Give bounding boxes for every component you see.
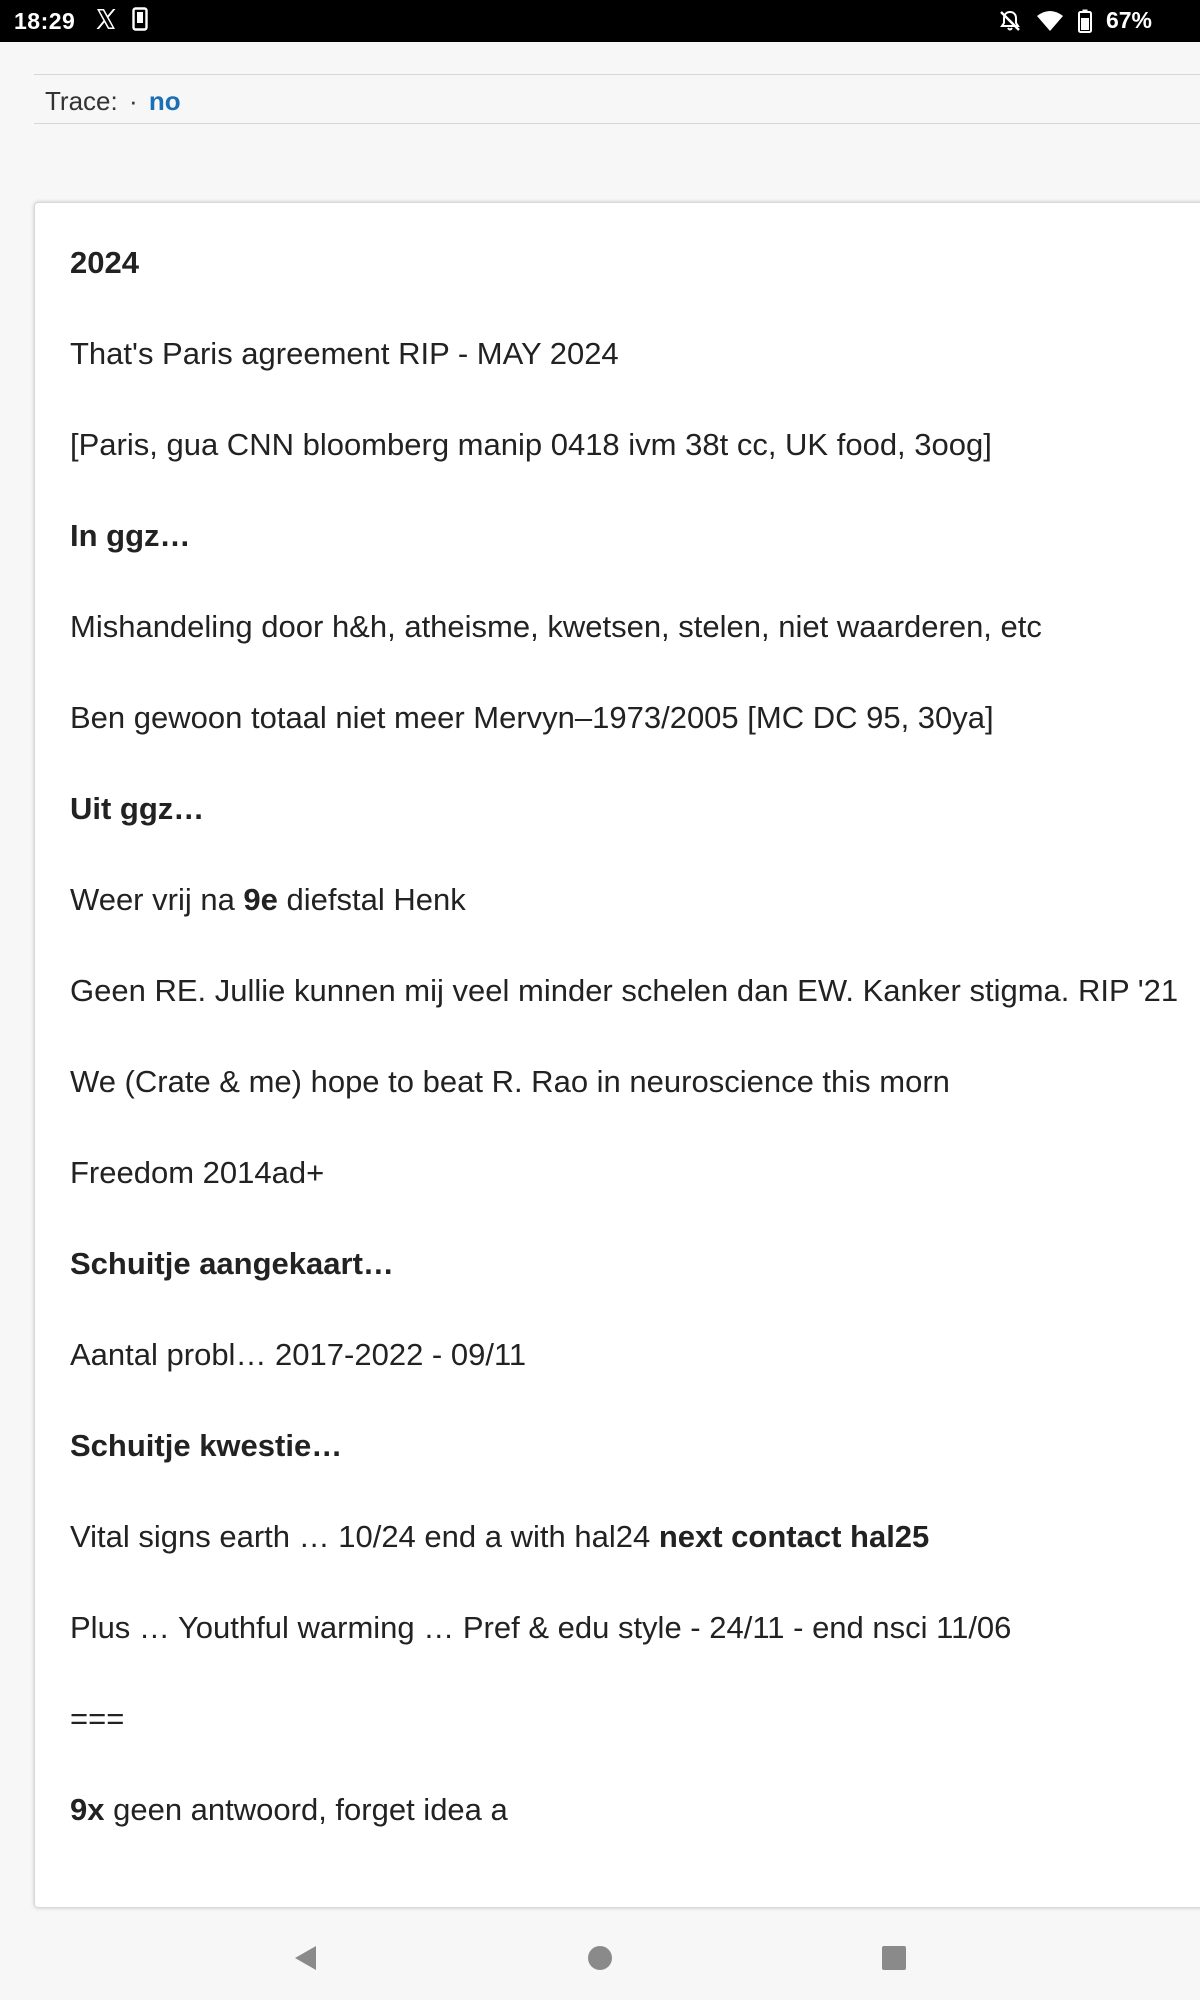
trace-link[interactable]: no [148,86,181,116]
battery-percent: 67% [1105,7,1152,33]
wifi-icon [1036,9,1064,33]
bold-fragment: 9e [243,882,278,917]
bold-fragment: next contact hal25 [658,1519,930,1554]
separator-line: === [70,1701,125,1736]
phone-icon [132,7,148,31]
text-line: That's Paris agreement RIP - MAY 2024 [70,336,619,371]
mute-icon [998,9,1022,33]
battery-icon [1078,9,1092,33]
status-time: 18:29 [14,8,76,34]
text-line: Freedom 2014ad+ [70,1155,325,1190]
post-content-card [34,202,1200,1908]
home-icon [584,1942,616,1974]
text-line: We (Crate & me) hope to beat R. Rao in neuroscience this morn [70,1064,950,1099]
text-line: Plus … Youthful warming … Pref & edu style - 24/11 - end nsci 11/06 [70,1610,1012,1645]
text-line [70,1790,508,1830]
text-line: [Paris, gua CNN bloomberg manip 0418 ivm 38t cc, UK food, 3oog] [70,427,992,462]
section-heading: Schuitje aangekaart… [70,1246,394,1281]
text-line: Geen RE. Jullie kunnen mij veel minder schelen dan EW. Kanker stigma. RIP '21 [70,973,1179,1008]
text-fragment: geen antwoord, forget idea a [104,1792,508,1827]
x-app-icon [94,7,118,31]
section-heading: Uit ggz… [70,791,205,826]
recents-button[interactable] [878,1942,910,1974]
status-bar [0,0,1200,42]
text-fragment: Weer vrij na [70,882,244,917]
text-line [70,880,466,920]
system-icons [998,7,1152,34]
trace-text [45,86,181,117]
trace-row [34,74,1200,124]
back-button[interactable] [290,1942,322,1974]
trace-label: Trace: [45,86,118,116]
back-icon [290,1942,322,1974]
text-line: Ben gewoon totaal niet meer Mervyn–1973/2005 [MC DC 95, 30ya] [70,700,994,735]
navigation-bar [0,1916,1200,2000]
bold-fragment: 9x [70,1792,105,1827]
text-fragment: diefstal Henk [277,882,466,917]
text-line: Mishandeling door h&h, atheisme, kwetsen, stelen, niet waarderen, etc [70,609,1042,644]
home-button[interactable] [584,1942,616,1974]
text-line: Aantal probl… 2017-2022 - 09/11 [70,1337,527,1372]
section-heading: Schuitje kwestie… [70,1428,343,1463]
text-line [70,1517,929,1557]
recents-icon [878,1942,910,1974]
trace-separator: · [128,86,138,116]
section-heading: In ggz… [70,518,191,553]
text-fragment: Vital signs earth … 10/24 end a with hal24 [70,1519,659,1554]
notification-icons [94,7,148,31]
year-heading: 2024 [70,245,139,280]
